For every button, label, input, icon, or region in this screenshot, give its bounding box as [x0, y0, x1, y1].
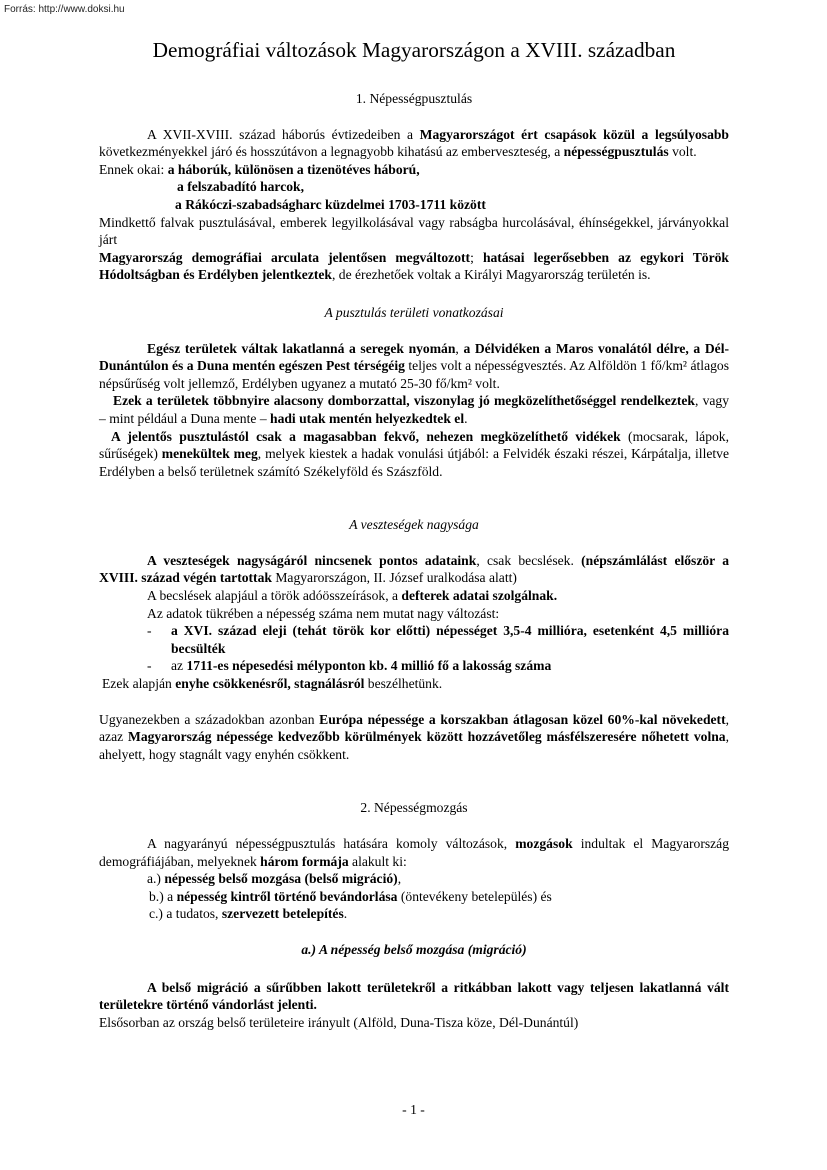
section-heading-nepessegpusztulas: 1. Népességpusztulás: [355, 91, 473, 106]
section-heading-nepessegmozgas: 2. Népességmozgás: [360, 800, 468, 816]
causes-list: [99, 161, 729, 214]
paragraph-demographic-change: Magyarország demográfiai arculata jelentősen megváltozott; hatásai legerősebben az egykori Török Hódoltságban és Erdélyben jelentkeztek, de érezhetőek voltak a Királyi Magyarország területén is.: [99, 249, 729, 283]
paragraph-intro: A XVII-XVIII. század háborús évtizedeiben a Magyarországot ért csapások közül a legsúlyosabb következményekkel járó és hosszútávon a legnagyobb kihatású az emberveszteség, a népességpusztulás volt.: [99, 126, 729, 160]
subheading-internal-migration: a.) A népesség belső mozgása (migráció): [301, 941, 527, 957]
paragraph-escaped-regions: A jelentős pusztulástól csak a magasabban fekvő, nehezen megközelíthető vidékek (mocsarak, lápok, sűrűségek) menekültek meg, melyek kiestek a hadak vonulási útjából: a Felvidék északi részei, Kárpátalja, illetve Erdélyben a belső területnek számító Székelyföld és Szászföld.: [99, 428, 730, 479]
paragraph-movements: A nagyarányú népességpusztulás hatására komoly változások, mozgások indultak el Magyarország demográfiájában, melyeknek három formája alakult ki:: [99, 836, 730, 869]
paragraph-low-relief: Ezek a területek többnyire alacsony domborzattal, viszonylag jó megközelíthetőséggel rendelkeztek, vagy – mint például a Duna mente – hadi utak mentén helyezkedtek el.: [99, 393, 729, 426]
page-number: - 1 -: [402, 1102, 425, 1117]
source-url: Forrás: http://www.doksi.hu: [4, 4, 125, 15]
list-item: - a XVI. század eleji (tehát török kor előtti) népességet 3,5-4 millióra, esetenként 4,5 millióra becsülték: [147, 623, 729, 656]
paragraph-europe-comparison: Ugyanezekben a századokban azonban Európa népessége a korszakban átlagosan közel 60%-kal növekedett, azaz Magyarország népessége kedvezőbb körülmények között hozzávetőleg másfélszeresére nőhetett volna, ahelyett, hogy stagnált vagy enyhén csökkent.: [99, 711, 729, 762]
paragraph-conclusion: Ezek alapján enyhe csökkenésről, stagnálásról beszélhetünk.: [102, 676, 443, 692]
paragraph-consequences: Mindkettő falvak pusztulásával, emberek legyilkolásával vagy rabságba hurcolásával, éhínségekkel, járványokkal járt: [99, 214, 729, 248]
paragraph-defter: A becslések alapjául a török adóösszeírások, a defterek adatai szolgálnak.: [147, 588, 558, 604]
subheading-losses: A veszteségek nagysága: [349, 517, 479, 533]
list-item: Ennek okai: a háborúk, különösen a tizenötéves háború,: [99, 161, 420, 177]
page-title: Demográfiai változások Magyarországon a XVIII. században: [152, 38, 676, 62]
paragraph-migration-direction: Elsősorban az ország belső területeire irányult (Alföld, Duna-Tisza köze, Dél-Dunántúl): [99, 1014, 579, 1030]
paragraph-data-mirror: Az adatok tükrében a népesség száma nem mutat nagy változást:: [147, 605, 500, 621]
paragraph-no-data: A veszteségek nagyságáról nincsenek pontos adataink, csak becslések. (népszámlálást először a XVIII. század végén tartottak Magyarországon, II. József uralkodása alatt): [99, 552, 730, 586]
list-item: a Rákóczi-szabadságharc küzdelmei 1703-1711 között: [175, 196, 486, 212]
paragraph-depopulated-areas: Egész területek váltak lakatlanná a seregek nyomán, a Délvidéken a Maros vonalától délre, a Dél-Dunántúlon és a Duna mentén egészen Pest térségéig teljes volt a népességvesztés. Az Alföldön 1 fő/km² átlagos népsűrűség volt jellemző, Erdélyben ugyanez a mutató 25-30 fő/km² volt.: [99, 340, 730, 391]
document-page: [99, 30, 729, 1031]
list-item: b.) a népesség kintről történő bevándorlása (öntevékeny betelepülés) és: [149, 888, 552, 904]
list-item: a.) népesség belső mozgása (belső migráció),: [147, 871, 402, 887]
subheading-territorial: A pusztulás területi vonatkozásai: [324, 304, 504, 320]
paragraph-migration-definition: A belső migráció a sűrűbben lakott területekről a ritkábban lakott vagy teljesen lakatlanná vált területekre történő vándorlást jelenti.: [99, 979, 729, 1013]
list-item: a felszabadító harcok,: [177, 179, 305, 195]
list-item: - az 1711-es népesedési mélyponton kb. 4 millió fő a lakosság száma: [147, 658, 552, 674]
list-item: c.) a tudatos, szervezett betelepítés.: [149, 906, 348, 922]
